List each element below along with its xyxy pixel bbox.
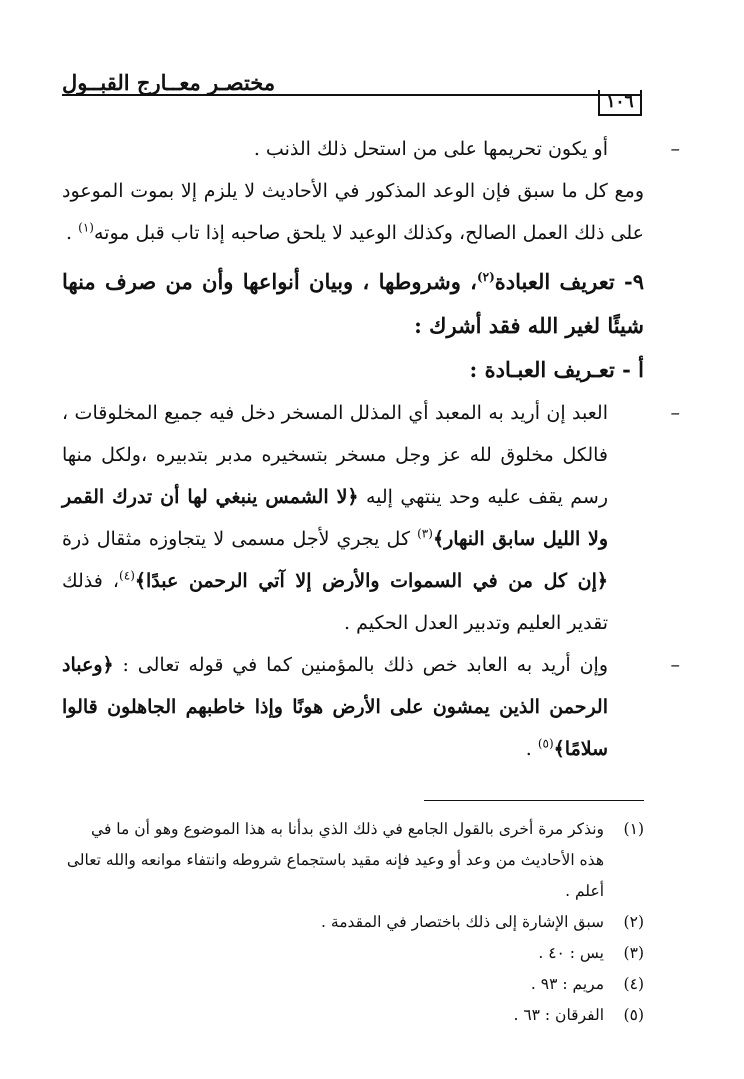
- footnote-3: [62, 938, 644, 969]
- dash-bullet: –: [670, 654, 680, 676]
- main-text: [62, 128, 680, 770]
- footnote-ref-2[interactable]: (٢): [476, 270, 495, 284]
- footnote-3-text: يس : ٤٠ .: [538, 944, 604, 962]
- footnote-ref-4[interactable]: (٤): [119, 568, 135, 583]
- footnote-2-text: سبق الإشارة إلى ذلك باختصار في المقدمة .: [321, 913, 604, 931]
- paragraph-2-text: ومع كل ما سبق فإن الوعد المذكور في الأحاديث لا يلزم إلا بموت الموعود على ذلك العمل الصالح، وكذلك الوعيد لا يلحق صاحبه إذا تاب قبل موته: [62, 180, 644, 244]
- dash-bullet: –: [670, 138, 680, 160]
- dash-bullet: –: [670, 402, 680, 424]
- footnote-1-number: (١): [623, 820, 644, 838]
- footnote-5-text: الفرقان : ٦٣ .: [513, 1006, 604, 1024]
- subheading-a: أ - تعـريف العبـادة :: [469, 357, 644, 382]
- paragraph-3-text-c: ، فذلك تقدير العليم وتدبير العدل الحكيم .: [62, 570, 608, 634]
- paragraph-3: [62, 392, 680, 644]
- footnote-ref-5[interactable]: (٥): [537, 736, 554, 751]
- footnote-2-number: (٢): [623, 913, 644, 931]
- quran-quote-3: ﴿وعباد الرحمن الذين يمشون على الأرض هونًا وإذا خاطبهم الجاهلون قالوا سلامًا﴾: [62, 654, 608, 760]
- running-header-title: مختصـر معــارج القبــول: [62, 70, 276, 95]
- paragraph-4-text: وإن أريد به العابد خص ذلك بالمؤمنين كما في قوله تعالى :: [113, 654, 608, 676]
- quran-quote-1: ﴿لا الشمس ينبغي لها أن تدرك القمر ولا الليل سابق النهار﴾: [62, 486, 608, 550]
- paragraph-2-end: .: [66, 222, 79, 244]
- footnote-2: [62, 907, 644, 938]
- footnote-4-number: (٤): [623, 975, 644, 993]
- page-number: ١٠٦: [598, 90, 642, 116]
- paragraph-4-end: .: [525, 738, 538, 760]
- paragraph-1: [62, 128, 680, 170]
- paragraph-1-text: أو يكون تحريمها على من استحل ذلك الذنب .: [253, 138, 608, 160]
- section-heading-9: [62, 260, 644, 348]
- header-rule: [62, 94, 642, 96]
- section-heading-9-title: ٩- تعريف العبادة: [494, 269, 644, 294]
- footnote-separator: [424, 800, 644, 801]
- footnote-4-text: مريم : ٩٣ .: [530, 975, 604, 993]
- footnote-ref-1[interactable]: (١): [78, 220, 94, 235]
- paragraph-4: [62, 644, 680, 770]
- paragraph-2: [62, 170, 644, 254]
- footnote-3-number: (٣): [623, 944, 644, 962]
- footnote-1-text: ونذكر مرة أخرى بالقول الجامع في ذلك الذي بدأنا به هذا الموضوع وهو أن ما في هذه الأحاديث من وعد أو وعيد فإنه مقيد باستجماع شروطه وانتفاء موانعه والله تعالى أعلم .: [66, 820, 604, 900]
- paragraph-3-text-b: كل يجري لأجل مسمى لا يتجاوزه مثقال ذرة: [62, 528, 418, 550]
- footnote-ref-3[interactable]: (٣): [417, 526, 433, 541]
- footnote-5-number: (٥): [623, 1006, 644, 1024]
- footnote-5: [62, 1000, 644, 1031]
- section-heading-9-rest: ، وشروطها ، وبيان أنواعها وأن من صرف منها شيئًا لغير الله فقد أشرك :: [62, 269, 644, 338]
- paragraph-3-text-a: العبد إن أريد به المعبد أي المذلل المسخر دخل فيه جميع المخلوقات ، فالكل مخلوق لله عز وجل مسخر بتسخيره مدبر بتدبيره ،ولكل منها رسم يقف عليه وحد ينتهي إليه: [62, 402, 608, 508]
- running-header: [62, 62, 642, 118]
- footnote-4: [62, 969, 644, 1000]
- quran-quote-2: ﴿إن كل من في السموات والأرض إلا آتي الرحمن عبدًا﴾: [134, 570, 609, 592]
- footnote-1: [62, 814, 644, 907]
